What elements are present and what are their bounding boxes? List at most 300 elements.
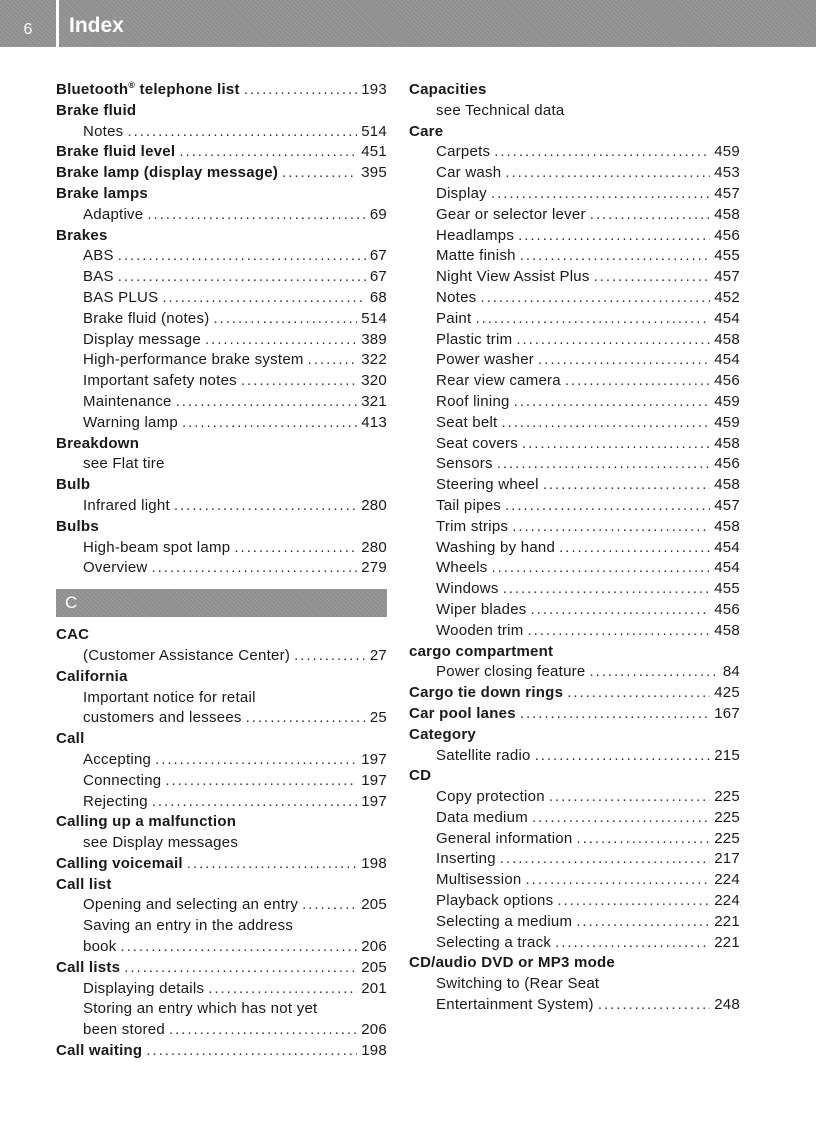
entry-label: Playback options bbox=[436, 892, 554, 910]
index-subentry bbox=[56, 496, 387, 517]
page-reference: 321 bbox=[361, 392, 387, 410]
entry-label: CD bbox=[409, 767, 432, 785]
entry-text bbox=[436, 309, 471, 330]
entry-label: Important notice for retail bbox=[83, 688, 256, 706]
entry-text bbox=[436, 496, 501, 517]
page-reference: 69 bbox=[369, 205, 387, 223]
index-subentry bbox=[409, 600, 740, 621]
index-subentry bbox=[409, 558, 740, 579]
index-subentry bbox=[56, 833, 387, 854]
entry-text bbox=[83, 895, 298, 916]
entry-label: Plastic trim bbox=[436, 330, 513, 348]
dot-leader bbox=[176, 392, 358, 413]
dot-leader bbox=[503, 579, 711, 600]
entry-text bbox=[56, 1041, 142, 1062]
page-reference: 455 bbox=[714, 580, 740, 598]
entry-label: General information bbox=[436, 829, 573, 847]
dot-leader bbox=[535, 746, 711, 767]
entry-text bbox=[83, 1020, 165, 1041]
entry-text bbox=[409, 725, 476, 746]
dot-leader bbox=[538, 350, 710, 371]
dot-leader bbox=[491, 184, 710, 205]
index-subentry bbox=[56, 413, 387, 434]
index-subentry bbox=[409, 662, 740, 683]
dot-leader bbox=[480, 288, 710, 309]
dot-leader bbox=[162, 288, 365, 309]
index-subentry bbox=[409, 538, 740, 559]
entry-text bbox=[83, 999, 317, 1020]
entry-text bbox=[436, 662, 586, 683]
dot-leader bbox=[174, 496, 357, 517]
index-subentry bbox=[409, 974, 740, 995]
page-reference: 25 bbox=[369, 709, 387, 727]
index-subentry bbox=[409, 746, 740, 767]
index-subentry bbox=[409, 163, 740, 184]
entry-label: Maintenance bbox=[83, 392, 172, 410]
page-reference: 201 bbox=[361, 979, 387, 997]
index-subentry bbox=[409, 371, 740, 392]
dot-leader bbox=[516, 330, 710, 351]
entry-label: Notes bbox=[83, 122, 124, 140]
entry-label: Category bbox=[409, 725, 477, 743]
entry-label: Selecting a medium bbox=[436, 912, 573, 930]
index-heading bbox=[409, 725, 740, 746]
page-reference: 456 bbox=[714, 455, 740, 473]
index-subentry bbox=[409, 891, 740, 912]
index-subentry bbox=[56, 999, 387, 1020]
entry-label: Steering wheel bbox=[436, 476, 539, 494]
dot-leader bbox=[475, 309, 710, 330]
entry-text bbox=[436, 288, 476, 309]
page-reference: 413 bbox=[361, 413, 387, 431]
entry-text bbox=[436, 829, 572, 850]
dot-leader bbox=[121, 937, 358, 958]
entry-label: Cargo tie down rings bbox=[409, 684, 564, 702]
dot-leader bbox=[165, 771, 357, 792]
entry-label: Important safety notes bbox=[83, 372, 237, 390]
entry-text bbox=[436, 933, 551, 954]
index-subentry bbox=[409, 475, 740, 496]
index-subentry bbox=[409, 350, 740, 371]
page-reference: 205 bbox=[361, 896, 387, 914]
page-reference: 451 bbox=[361, 143, 387, 161]
entry-text bbox=[83, 392, 172, 413]
entry-text bbox=[436, 246, 516, 267]
page-reference: 459 bbox=[714, 392, 740, 410]
entry-text bbox=[83, 937, 117, 958]
index-heading bbox=[56, 226, 387, 247]
entry-text bbox=[83, 267, 114, 288]
dot-leader bbox=[520, 704, 710, 725]
index-subentry bbox=[409, 413, 740, 434]
dot-leader bbox=[282, 163, 357, 184]
entry-text bbox=[56, 226, 108, 247]
entry-label: Inserting bbox=[436, 850, 496, 868]
dot-leader bbox=[234, 538, 357, 559]
page-reference: 197 bbox=[361, 792, 387, 810]
page-number: 6 bbox=[23, 21, 33, 38]
page-reference: 67 bbox=[369, 247, 387, 265]
page-reference: 197 bbox=[361, 771, 387, 789]
index-heading bbox=[56, 517, 387, 538]
dot-leader bbox=[500, 849, 710, 870]
dot-leader bbox=[152, 792, 357, 813]
index-heading bbox=[56, 475, 387, 496]
entry-text bbox=[436, 621, 524, 642]
page-reference: 456 bbox=[714, 372, 740, 390]
entry-label: Bulbs bbox=[56, 517, 99, 535]
index-subentry bbox=[409, 621, 740, 642]
entry-text bbox=[83, 688, 256, 709]
entry-label: been stored bbox=[83, 1021, 165, 1039]
entry-label: Brake fluid (notes) bbox=[83, 309, 210, 327]
entry-text bbox=[436, 101, 564, 122]
index-subentry bbox=[56, 750, 387, 771]
index-heading bbox=[56, 80, 387, 101]
index-heading bbox=[409, 704, 740, 725]
entry-text bbox=[83, 496, 170, 517]
entry-text bbox=[436, 579, 499, 600]
index-heading bbox=[56, 875, 387, 896]
index-subentry bbox=[56, 771, 387, 792]
entry-text bbox=[436, 600, 527, 621]
entry-label: Saving an entry in the address bbox=[83, 917, 294, 935]
entry-label: (Customer Assistance Center) bbox=[83, 646, 291, 664]
entry-label: Care bbox=[409, 122, 444, 140]
entry-label: customers and lessees bbox=[83, 709, 242, 727]
entry-text bbox=[56, 625, 89, 646]
entry-label: Trim strips bbox=[436, 517, 509, 535]
page-reference: 389 bbox=[361, 330, 387, 348]
page-reference: 27 bbox=[369, 646, 387, 664]
entry-label: see Display messages bbox=[83, 834, 239, 852]
dot-leader bbox=[565, 371, 710, 392]
entry-text bbox=[436, 330, 512, 351]
entry-label: Sensors bbox=[436, 455, 493, 473]
entry-text bbox=[56, 729, 85, 750]
entry-text bbox=[436, 475, 539, 496]
entry-label: Multisession bbox=[436, 871, 522, 889]
dot-leader bbox=[526, 870, 711, 891]
page-reference: 458 bbox=[714, 476, 740, 494]
entry-label: Matte finish bbox=[436, 247, 516, 265]
page-reference: 206 bbox=[361, 938, 387, 956]
dot-leader bbox=[532, 808, 710, 829]
index-subentry bbox=[409, 392, 740, 413]
entry-text bbox=[56, 667, 128, 688]
entry-label: Call lists bbox=[56, 958, 121, 976]
page-reference: 67 bbox=[369, 268, 387, 286]
page-reference: 455 bbox=[714, 247, 740, 265]
index-heading bbox=[56, 1041, 387, 1062]
page-reference: 322 bbox=[361, 351, 387, 369]
entry-text bbox=[436, 538, 555, 559]
entry-label: Wooden trim bbox=[436, 621, 524, 639]
index-subentry bbox=[56, 309, 387, 330]
entry-text bbox=[83, 979, 204, 1000]
entry-label: Display bbox=[436, 184, 487, 202]
index-column-right bbox=[409, 80, 740, 1016]
entry-label: Brake lamp (display message) bbox=[56, 164, 279, 182]
dot-leader bbox=[522, 434, 710, 455]
index-subentry bbox=[56, 205, 387, 226]
page-reference: 514 bbox=[361, 309, 387, 327]
page-reference: 320 bbox=[361, 372, 387, 390]
entry-text bbox=[56, 142, 175, 163]
page-reference: 225 bbox=[714, 829, 740, 847]
entry-label: Car pool lanes bbox=[409, 704, 516, 722]
dot-leader bbox=[555, 933, 710, 954]
index-subentry bbox=[56, 122, 387, 143]
entry-text bbox=[83, 288, 158, 309]
entry-text bbox=[83, 413, 178, 434]
index-subentry bbox=[409, 995, 740, 1016]
entry-text bbox=[436, 912, 572, 933]
index-subentry bbox=[409, 829, 740, 850]
entry-label: CAC bbox=[56, 626, 90, 644]
entry-label: Call bbox=[56, 730, 85, 748]
dot-leader bbox=[494, 142, 710, 163]
entry-label: Call list bbox=[56, 875, 112, 893]
entry-label: book bbox=[83, 938, 117, 956]
index-subentry bbox=[409, 787, 740, 808]
dot-leader bbox=[155, 750, 357, 771]
dot-leader bbox=[501, 413, 710, 434]
entry-label: Display message bbox=[83, 330, 201, 348]
dot-leader bbox=[244, 80, 357, 101]
page-reference: 514 bbox=[361, 122, 387, 140]
index-subentry bbox=[409, 184, 740, 205]
page-reference: 458 bbox=[714, 517, 740, 535]
dot-leader bbox=[179, 142, 357, 163]
entry-label: see Flat tire bbox=[83, 455, 165, 473]
page-reference: 457 bbox=[714, 496, 740, 514]
entry-label: High-performance brake system bbox=[83, 351, 304, 369]
dot-leader bbox=[118, 246, 366, 267]
dot-leader bbox=[590, 205, 710, 226]
index-subentry bbox=[56, 916, 387, 937]
entry-label: Adaptive bbox=[83, 205, 144, 223]
section-letter-bar: C bbox=[56, 589, 387, 617]
dot-leader bbox=[576, 829, 710, 850]
index-subentry bbox=[409, 205, 740, 226]
index-subentry bbox=[409, 808, 740, 829]
entry-label: Wheels bbox=[436, 559, 488, 577]
entry-text bbox=[436, 517, 508, 538]
index-column-left bbox=[56, 80, 387, 1062]
entry-text bbox=[436, 226, 514, 247]
entry-text bbox=[409, 642, 553, 663]
index-heading bbox=[56, 729, 387, 750]
page-reference: 221 bbox=[714, 912, 740, 930]
entry-text bbox=[436, 142, 490, 163]
dot-leader bbox=[505, 496, 710, 517]
index-subentry bbox=[56, 246, 387, 267]
page-reference: 197 bbox=[361, 750, 387, 768]
index-subentry bbox=[56, 708, 387, 729]
entry-text bbox=[436, 995, 594, 1016]
index-subentry bbox=[409, 870, 740, 891]
entry-text bbox=[83, 771, 161, 792]
index-subentry bbox=[409, 496, 740, 517]
entry-label: Car wash bbox=[436, 164, 502, 182]
index-subentry bbox=[56, 267, 387, 288]
entry-text bbox=[83, 122, 123, 143]
page-reference: 454 bbox=[714, 351, 740, 369]
entry-text bbox=[436, 371, 561, 392]
dot-leader bbox=[205, 330, 357, 351]
entry-label: Tail pipes bbox=[436, 496, 502, 514]
page-reference: 205 bbox=[361, 958, 387, 976]
entry-text bbox=[436, 891, 553, 912]
entry-text bbox=[83, 558, 148, 579]
page-reference: 279 bbox=[361, 559, 387, 577]
entry-label: Brakes bbox=[56, 226, 108, 244]
page-reference: 280 bbox=[361, 538, 387, 556]
entry-label: Displaying details bbox=[83, 979, 205, 997]
page-reference: 457 bbox=[714, 268, 740, 286]
dot-leader bbox=[302, 895, 357, 916]
page-reference: 456 bbox=[714, 600, 740, 618]
dot-leader bbox=[118, 267, 366, 288]
dot-leader bbox=[531, 600, 711, 621]
page-header bbox=[0, 0, 816, 47]
entry-label: Capacities bbox=[409, 81, 487, 98]
dot-leader bbox=[492, 558, 711, 579]
entry-label: Opening and selecting an entry bbox=[83, 896, 299, 914]
index-subentry bbox=[56, 688, 387, 709]
index-subentry bbox=[56, 538, 387, 559]
entry-label: Selecting a track bbox=[436, 933, 552, 951]
index-subentry bbox=[56, 454, 387, 475]
index-heading bbox=[56, 142, 387, 163]
entry-text bbox=[436, 267, 590, 288]
dot-leader bbox=[213, 309, 357, 330]
page-reference: 458 bbox=[714, 330, 740, 348]
page-title: Index bbox=[69, 14, 124, 37]
index-subentry bbox=[409, 309, 740, 330]
entry-label: Bluetooth bbox=[56, 81, 129, 98]
page-reference: 395 bbox=[361, 164, 387, 182]
index-heading bbox=[409, 683, 740, 704]
dot-leader bbox=[520, 246, 711, 267]
entry-text bbox=[56, 80, 240, 101]
entry-label: California bbox=[56, 667, 128, 685]
index-heading bbox=[409, 766, 740, 787]
entry-label: BAS PLUS bbox=[83, 288, 159, 306]
page-reference: 425 bbox=[714, 684, 740, 702]
entry-label: Roof lining bbox=[436, 392, 510, 410]
page-reference: 248 bbox=[714, 996, 740, 1014]
index-subentry bbox=[56, 979, 387, 1000]
page-reference: 84 bbox=[722, 663, 740, 681]
entry-label: ABS bbox=[83, 247, 114, 265]
index-subentry bbox=[409, 330, 740, 351]
entry-label: Carpets bbox=[436, 143, 491, 161]
entry-text bbox=[436, 746, 531, 767]
page-reference: 459 bbox=[714, 413, 740, 431]
dot-leader bbox=[241, 371, 357, 392]
entry-label: Bulb bbox=[56, 476, 91, 494]
index-subentry bbox=[409, 454, 740, 475]
index-heading bbox=[56, 958, 387, 979]
page-reference: 68 bbox=[369, 288, 387, 306]
entry-label: Washing by hand bbox=[436, 538, 556, 556]
page-reference: 280 bbox=[361, 496, 387, 514]
entry-label: Calling up a malfunction bbox=[56, 813, 237, 831]
page-reference: 454 bbox=[714, 309, 740, 327]
dot-leader bbox=[208, 979, 357, 1000]
entry-label: High-beam spot lamp bbox=[83, 538, 231, 556]
entry-text bbox=[83, 646, 290, 667]
entry-label: Rear view camera bbox=[436, 372, 561, 390]
entry-text bbox=[436, 434, 518, 455]
index-subentry bbox=[409, 288, 740, 309]
index-subentry bbox=[409, 849, 740, 870]
index-subentry bbox=[409, 101, 740, 122]
index-heading bbox=[409, 642, 740, 663]
index-subentry bbox=[409, 267, 740, 288]
page-reference: 458 bbox=[714, 621, 740, 639]
entry-text bbox=[56, 854, 183, 875]
dot-leader bbox=[127, 122, 357, 143]
entry-label: Gear or selector lever bbox=[436, 205, 586, 223]
entry-label: Notes bbox=[436, 288, 477, 306]
index-subentry bbox=[409, 517, 740, 538]
page-reference: 224 bbox=[714, 871, 740, 889]
entry-text bbox=[56, 958, 120, 979]
entry-text bbox=[56, 184, 148, 205]
entry-label: Warning lamp bbox=[83, 413, 178, 431]
index-subentry bbox=[56, 646, 387, 667]
entry-text bbox=[83, 538, 230, 559]
entry-text bbox=[409, 683, 563, 704]
page-reference: 221 bbox=[714, 933, 740, 951]
entry-text bbox=[436, 849, 496, 870]
entry-label: Copy protection bbox=[436, 788, 545, 806]
index-subentry bbox=[56, 371, 387, 392]
entry-label: cargo compartment bbox=[409, 642, 554, 660]
entry-text bbox=[56, 812, 236, 833]
entry-text bbox=[83, 246, 114, 267]
index-heading bbox=[56, 854, 387, 875]
dot-leader bbox=[567, 683, 710, 704]
entry-text bbox=[436, 413, 497, 434]
entry-label: Satellite radio bbox=[436, 746, 531, 764]
entry-text bbox=[436, 350, 534, 371]
entry-text bbox=[83, 916, 293, 937]
index-heading bbox=[409, 953, 740, 974]
entry-text bbox=[83, 454, 165, 475]
index-subentry bbox=[409, 246, 740, 267]
index-subentry bbox=[56, 558, 387, 579]
entry-text bbox=[83, 792, 148, 813]
registered-mark: ® bbox=[128, 80, 136, 90]
entry-text bbox=[56, 517, 99, 538]
entry-label: Switching to (Rear Seat bbox=[436, 975, 600, 993]
dot-leader bbox=[528, 621, 711, 642]
index-subentry bbox=[409, 579, 740, 600]
entry-label: Rejecting bbox=[83, 792, 148, 810]
entry-label: Call waiting bbox=[56, 1042, 143, 1060]
entry-label: CD/audio DVD or MP3 mode bbox=[409, 954, 616, 972]
entry-text bbox=[83, 350, 304, 371]
dot-leader bbox=[124, 958, 357, 979]
entry-text bbox=[436, 454, 493, 475]
index-subentry bbox=[56, 1020, 387, 1041]
page-reference: 456 bbox=[714, 226, 740, 244]
entry-label: Wiper blades bbox=[436, 600, 527, 618]
